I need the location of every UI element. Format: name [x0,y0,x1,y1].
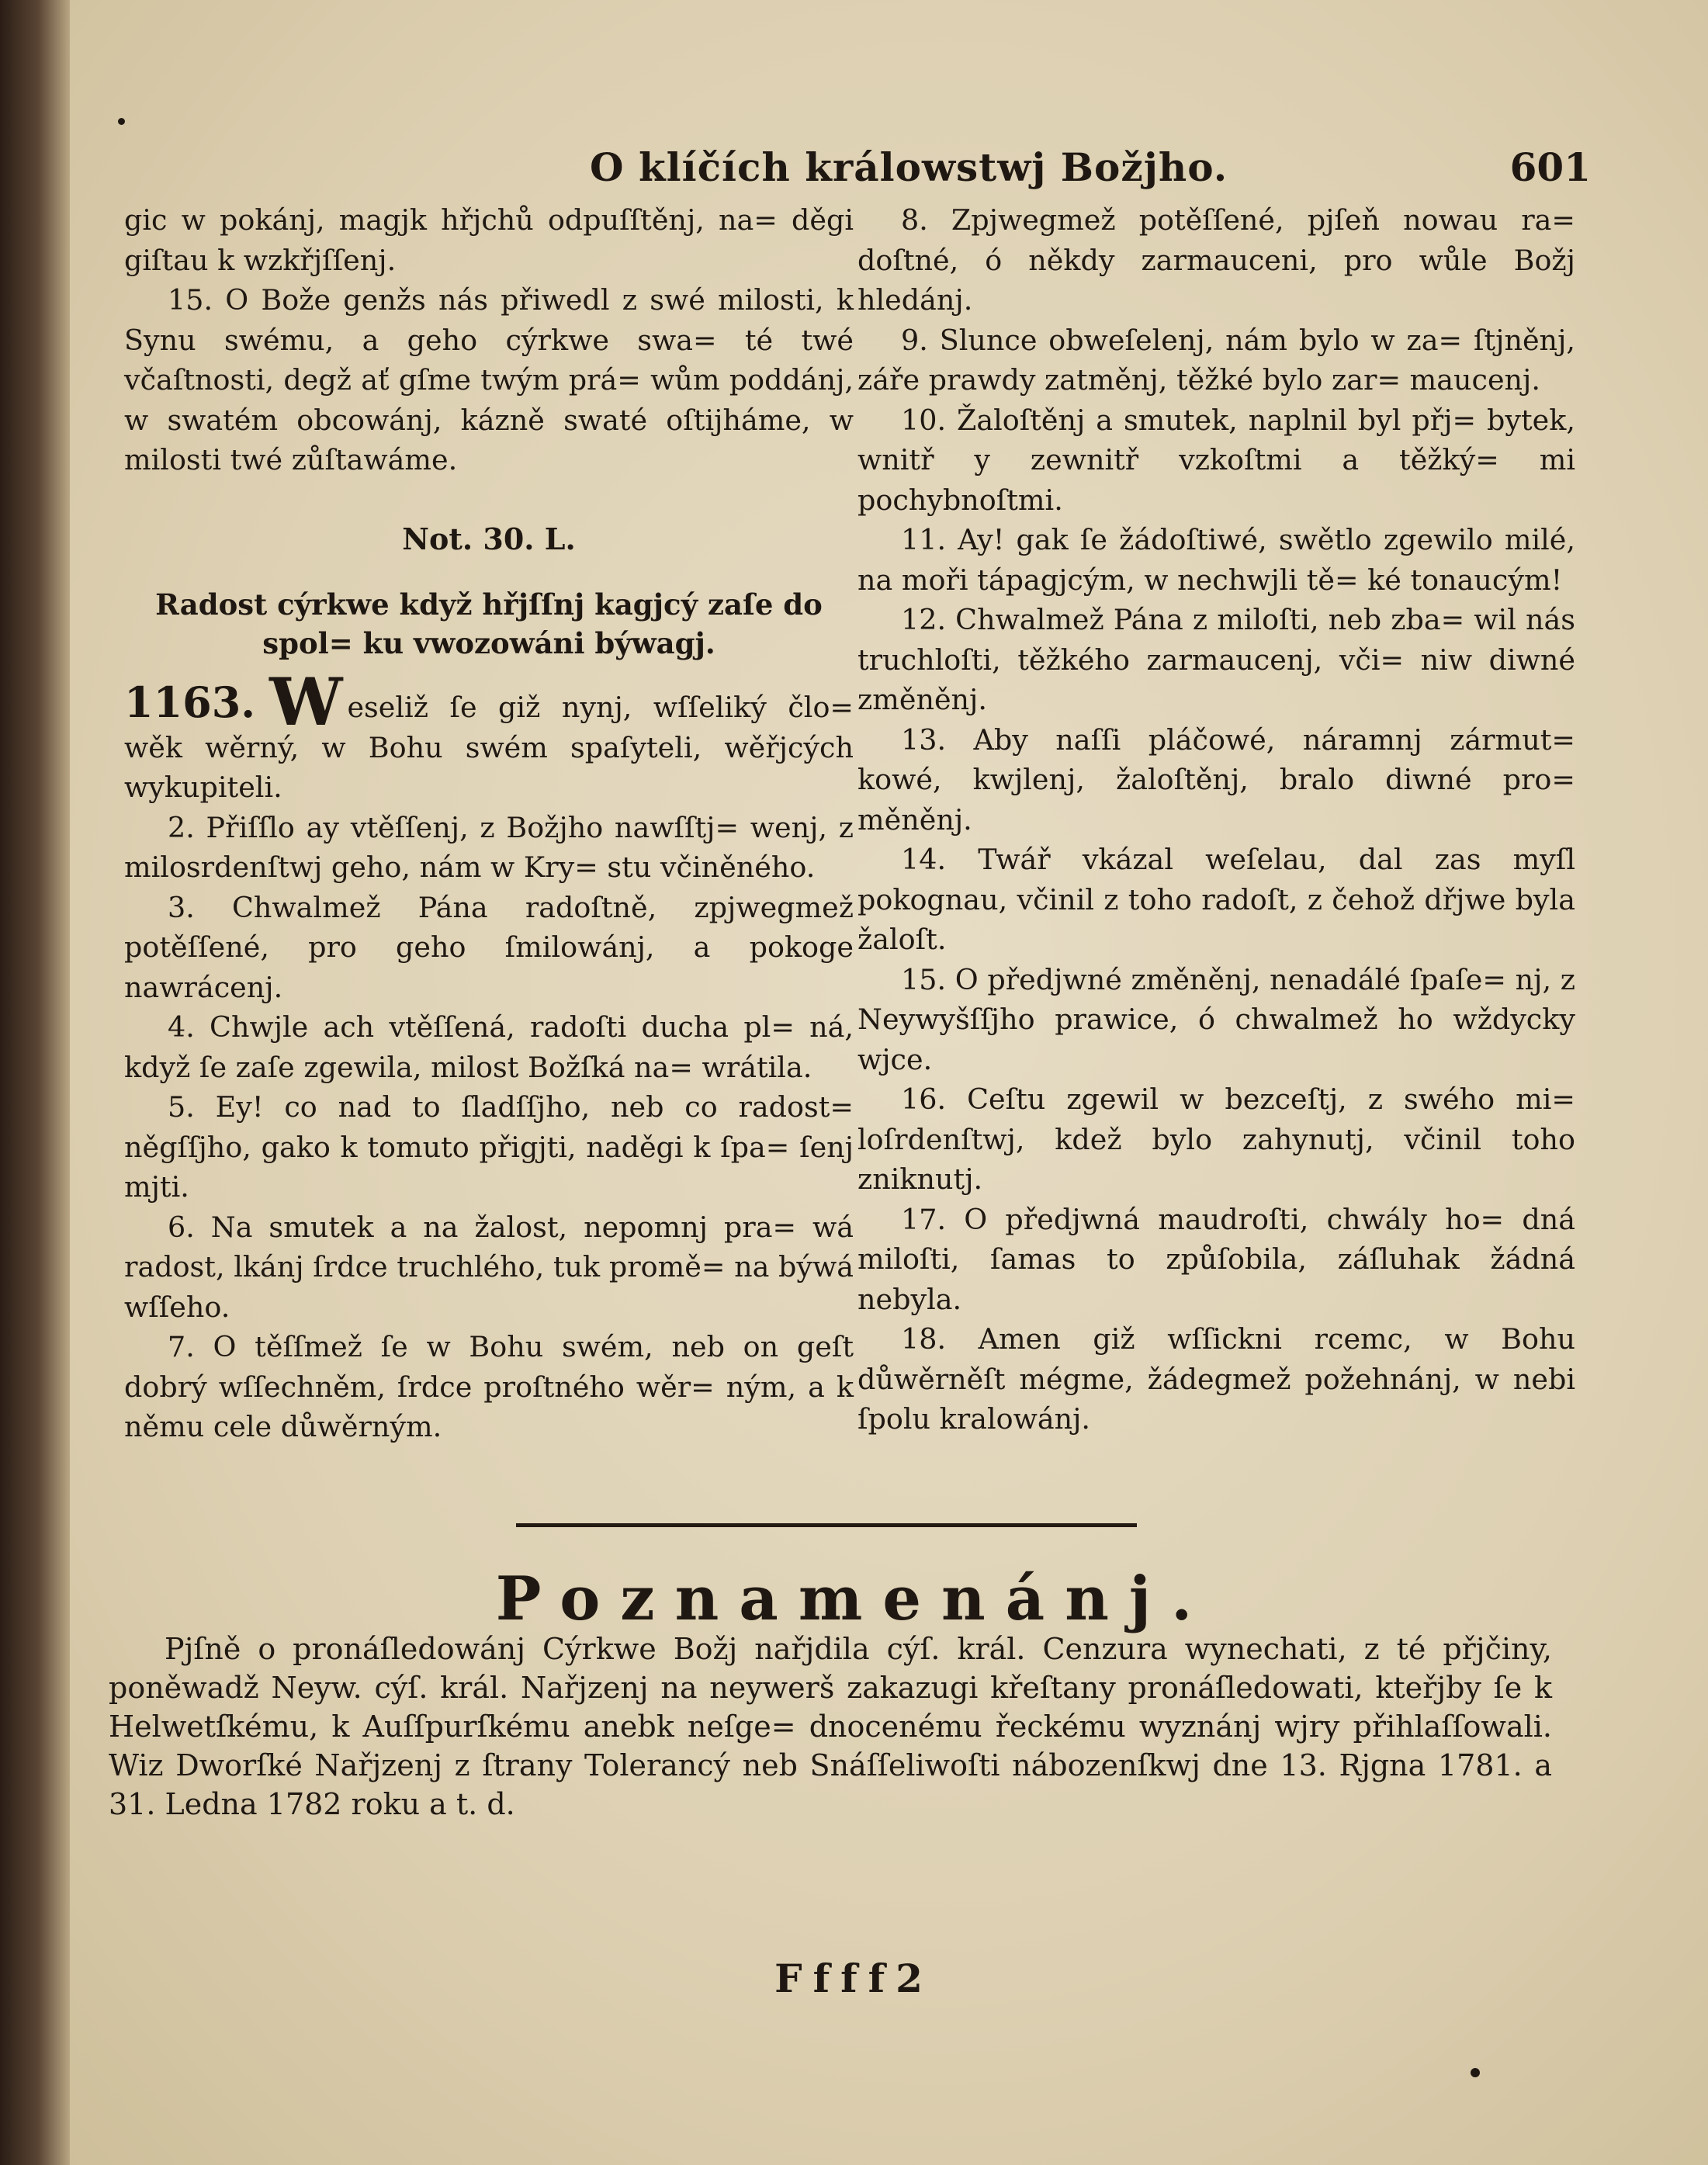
verse: 11. Ay! gak ſe žádoſtiwé, swětlo zgewilo milé, na moři tápagjcým, w nechwjli tě= ké tonaucým! [857,523,1575,597]
hymn-first-verse [124,663,854,808]
hymn-number: 1163. [124,677,256,727]
paragraph: gic w pokánj, magjk hřjchů odpuſſtěnj, na= děgi giſtau k wzkřjſſenj. [124,203,854,277]
verse: 6. Na smutek a na žalost, nepomnj pra= wá radost, lkánj ſrdce truchlého, tuk promě= na býwá wſſeho. [124,1210,854,1324]
verse: 7. O těſſmež ſe w Bohu swém, neb on geſt dobrý wſſechněm, ſrdce proſtného wěr= ným, a k němu cele důwěrným. [124,1330,854,1443]
section-divider [516,1523,1137,1527]
drop-cap: W [269,663,343,740]
notes-body [109,1630,1552,1824]
verse: 9. Slunce obweſelenj, nám bylo w za= ſtjněnj, záře prawdy zatměnj, těžké bylo zar= maucenj. [857,323,1575,397]
right-column [857,200,1575,1439]
printer-signature: Ffff2 [774,1955,934,2001]
notes-paragraph: Pjſně o pronáſledowánj Cýrkwe Božj nařjdila cýſ. král. Cenzura wynechati, z té přjčiny, poněwadž Neyw. cýſ. král. Nařjzenj na neywerš zakazugi křeſtany pronáſledowati, kteřjby ſe k Helwetſkému, k Auſſpurſkému anebk neſge= dnocenému řeckému wyznánj wjry přihlaſſowali. Wiz Dworſké Nařjzenj z ſtrany Tolerancý neb Snáſſeliwoſti nábozenſkwj dne 13. Rjgna 1781. a 31. Ledna 1782 roku a t. d. [109,1632,1552,1821]
hymn-title: Radost cýrkwe když hřjſſnj kagjcý zaſe do spol= ku vwozowáni býwagj. [155,587,823,660]
verse: 14. Twář vkázal weſelau, dal zas myſl pokognau, včinil z toho radoſt, z čehož dřjwe byla žaloſt. [857,843,1575,956]
ink-speck [1471,2068,1480,2077]
hymn-melody-reference: Not. 30. L. [402,521,576,556]
running-title: O klíčích králowstwj Božjho. [590,144,1228,190]
verse: 16. Ceſtu zgewil w bezceſtj, z swého mi= loſrdenſtwj, kdež bylo zahynutj, včinil toho zniknutj. [857,1082,1575,1196]
verse: 2. Přiſſlo ay vtěſſenj, z Božjho nawſſtj= wenj, z milosrdenſtwj geho, nám w Kry= stu včiněného. [124,810,854,884]
verse: 18. Amen giž wſſickni rcemc, w Bohu důwěrněſt mégme, žádegmež požehnánj, w nebi ſpolu kralowánj. [857,1322,1575,1436]
notes-title: Poznamenánj. [495,1564,1213,1634]
paragraph: 15. O Bože genžs nás přiwedl z swé milosti, k Synu swému, a geho cýrkwe swa= té twé včaſtnosti, degž ať gſme twým prá= wům poddánj, w swatém obcowánj, kázně swaté oſtijháme, w milosti twé zůſtawáme. [124,283,854,476]
verse: 5. Ey! co nad to ſladſſjho, neb co radost= něgſſjho, gako k tomuto přigjti, naděgi k ſpa= ſenj mjti. [124,1090,854,1204]
verse: 10. Žaloſtěnj a smutek, naplnil byl přj= bytek, wnitř y zewnitř vzkoſtmi a těžký= mi pochybnoſtmi. [857,403,1575,517]
verse: 4. Chwjle ach vtěſſená, radoſti ducha pl= ná, když ſe zaſe zgewila, milost Božſká na= wrátila. [124,1010,854,1084]
verse: 17. O předjwná maudroſti, chwály ho= dná miloſti, ſamas to způſobila, záſluhak žádná nebyla. [857,1202,1575,1316]
page-header [590,140,1591,194]
verse: 8. Zpjwegmež potěſſené, pjſeň nowau ra= doſtné, ó někdy zarmauceni, pro wůle Božj hledánj. [857,203,1575,317]
hymn-first-verse-text: eseliž ſe giž nynj, wſſeliký člo= wěk wěrný, w Bohu swém spaſyteli, wěřjcých wykupiteli. [124,691,854,804]
ink-speck [118,118,125,125]
book-gutter [0,0,70,2165]
page-number: 601 [1509,144,1591,190]
left-column [124,200,854,1447]
verse: 3. Chwalmež Pána radoſtně, zpjwegmež potěſſené, pro geho ſmilowánj, a pokoge nawrácenj. [124,890,854,1004]
verse: 12. Chwalmež Pána z miloſti, neb zba= wil nás truchloſti, těžkého zarmaucenj, vči= niw diwné změněnj. [857,603,1575,716]
verse: 15. O předjwné změněnj, nenadálé ſpaſe= nj, z Neywyšſſjho prawice, ó chwalmež ho wždycky wjce. [857,962,1575,1076]
verse: 13. Aby naſſi pláčowé, náramnj zármut= kowé, kwjlenj, žaloſtěnj, bralo diwné pro= měněnj. [857,722,1575,837]
